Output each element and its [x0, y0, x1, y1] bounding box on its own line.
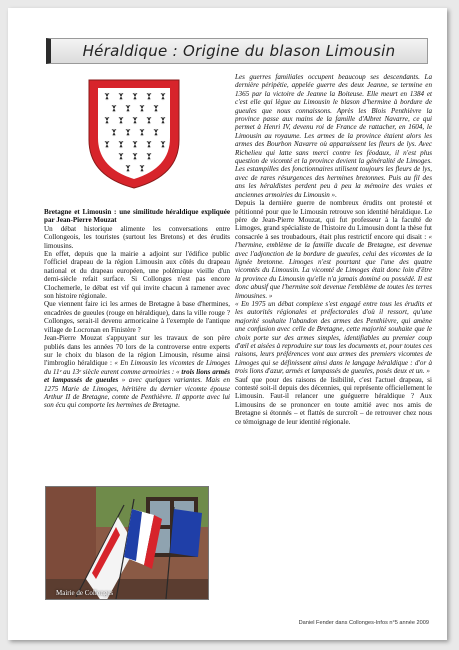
photo-illustration: [46, 487, 208, 599]
left-column: [44, 208, 230, 410]
title-banner: [46, 38, 428, 64]
page-title: Héraldique : Origine du blason Limousin: [82, 42, 396, 60]
paragraph: Les guerres familiales occupent beaucoup ses descendants. La dernière péripétie, appelée guerre des deux Jeanne, se termine en 1365 par la victoire de Jeanne la Boiteuse. Elle meurt en 1384 et c'est elle qui lègue au Limousin le blason d'hermine à bordure de gueules que nous connaissons. Après les Blois Penthièvre la province passe aux mains de la famille d'Albret Navarre, ce qui permet à Henri IV, devenu roi de France de rattacher, en 1604, le Limousin au royaume. Les armes de la province étaient alors les armes des Bourbon Navarre où apparaissent les fleurs de lys. Avec Richelieu qui latte sans merci contre les féodaux, il n'est plus question de vicomté et la province devient la généralité de Limoges. Les estampilles des fonctionnaires utilisent toujours les fleurs de lys, avec de rares résurgences des hermines bretonnes. Puis au fil des ans les héraldistes perdent peu à peu la mémoire des vraies et anciennes armoiries du Limousin ».: [235, 73, 432, 199]
article-subheading: Bretagne et Limousin : une similitude héraldique expliquée par Jean-Pierre Mouzat: [44, 208, 230, 225]
paragraph: Sauf que pour des raisons de lisibilité, c'est l'actuel drapeau, si contesté soit-il depuis des décennies, qui représente officiellement le Limousin. Faut-il relancer une guéguerre héraldique ? Aux Limousins de se prononcer en toute amitié avec nos amis de Bretagne si étonnés – et flattés de surcroît – de retrouver chez nous ce témoignage de leur identité régionale.: [235, 375, 432, 426]
document-page: [8, 8, 447, 640]
paragraph: Un débat historique alimente les conversations entre Collongeois, les touristes (surtout les Bretons) et des érudits limousins.: [44, 224, 230, 250]
town-hall-photo: [45, 486, 209, 600]
photo-caption: Mairie de Collonges: [56, 589, 114, 597]
paragraph: Jean-Pierre Mouzat s'appuyant sur les travaux de son père publiés dans les années 70 lors de la controverse entre experts sur le choix du blason de la région Limousin, résume ainsi l'imbroglio héraldique : « En Limousin les vicomtes de Limoges du 11ᵉ au 13ᵉ siècle eurent comme armoiries : « trois lions armés et lampassés de gueules » avec quelques variantes. Mais en 1275 Marie de Limoges, héritière du dernier vicomte épouse Arthur II de Bretagne, comte de Penthièvre. Il apporte avec lui son écu qui comporte les hermines de Bretagne.: [44, 334, 231, 410]
paragraph: « En 1975 un débat complexe s'est engagé entre tous les érudits et les autorités régionales et préfectorales d'où il ressort, qu'une majorité souhaite l'abandon des armes des Penthièvre, qui amène une confusion avec celle de Bretagne, cette majorité souhaite que le choix porte sur des armes simples, identifiables au premier coup d'œil et aisées à reproduire sur tous les documents et, pour toutes ces raisons, leurs préférences vont aux armes des premiers vicomtes de Limoges qui se définissent ainsi dans le langage héraldique : d'or à trois lions d'azur, armés et lampassés de gueules, posés deux et un. »: [235, 299, 432, 376]
limousin-coat-of-arms: [87, 78, 181, 190]
paragraph: En effet, depuis que la mairie a adjoint sur l'édifice public l'officiel drapeau de la région Limousin aux côtés du drapeau national et du drapeau européen, une polémique vieille d'un demi-siècle refait surface. Si Collonges n'est pas encore Clochemerle, le débat est vif qui invite chacun à ramener avec son histoire régionale.: [44, 250, 230, 301]
paragraph: Depuis la dernière guerre de nombreux érudits ont protesté et pétitionné pour que le Limousin retrouve son identité héraldique. Le père de Jean-Pierre Mouzat, qui fut professeur à la faculté de Limoges, grand spécialiste de l'histoire du Limousin dont la thèse fut consacrée à ses troubadours, était plus restrictif encore qui disait : « l'hermine, emblème de la famille ducale de Bretagne, est devenue avec l'adjonction de la bordure de gueules, celui des vicomtes de la lignée bretonne. Limoges n'est pourtant que l'une des quatre vicomtés du Limousin. La vicomté de Limoges était donc loin d'être la province du Limousin qu'elle n'a jamais dominé ou possédé. Il est donc abusif que l'hermine soit devenue l'emblème de toutes les terres limousines. »: [235, 199, 432, 300]
right-column: [235, 73, 432, 426]
footer-credit: Daniel Fender dans Collonges-Infos n°5 année 2009: [298, 620, 429, 626]
paragraph: Que viennent faire ici les armes de Bretagne à base d'hermines, encadrées de gueules (rouge en héraldique), dans la ville rouge ? Collonges, serait-il devenu armoricaine à l'exemple de l'antique village de Locronan en Finistère ?: [44, 300, 230, 334]
